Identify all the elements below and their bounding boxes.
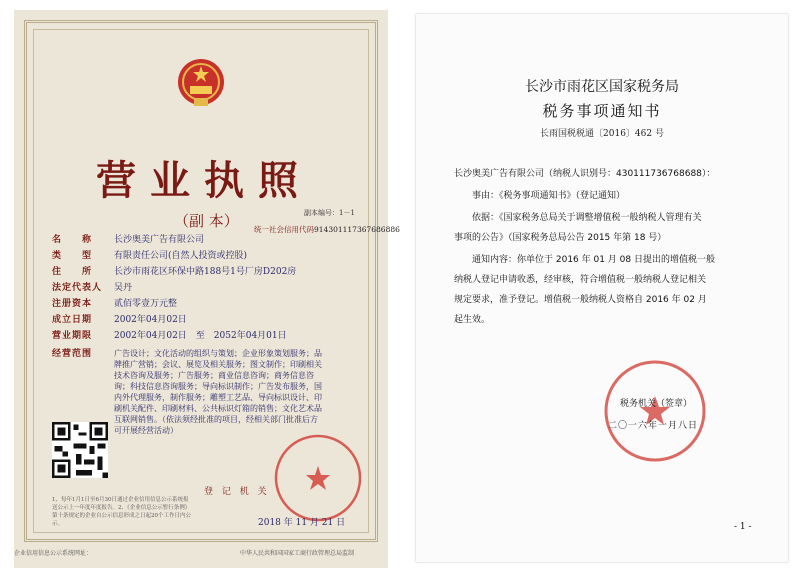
- field-value: 长沙奥美广告有限公司: [114, 235, 205, 245]
- footer-supervisor: 中华人民共和国国家工商行政管理总局监制: [240, 550, 355, 557]
- field-established: [52, 314, 187, 326]
- national-emblem-icon: [176, 56, 226, 110]
- tax-bureau-seal: [602, 358, 708, 464]
- field-capital: [52, 298, 177, 310]
- field-value: 2002年04月02日: [114, 315, 187, 325]
- notice-line: 依据：《国家税务总局关于调整增值税一般纳税人管理有关: [454, 213, 702, 223]
- field-label: 类 型: [52, 251, 93, 261]
- notice-line: 起生效。: [454, 315, 491, 325]
- field-label: 住 所: [52, 267, 93, 277]
- field-name: [52, 234, 204, 246]
- license-notes: 1、每年1月1日至6月30日通过企业信用信息公示系统报送公示上一年度年度报告。2、《企业信息公示暂行条例》第十条规定的企业自公示信息形成之日起20个工作日内公示。: [52, 497, 192, 527]
- credit-code-label: 统一社会信用代码: [254, 225, 314, 234]
- field-scope: [52, 348, 114, 360]
- issuing-authority: 登 记 机 关: [204, 487, 270, 497]
- registration-seal: [272, 432, 364, 524]
- field-legal-rep: [52, 282, 132, 294]
- field-label: 成立日期: [52, 315, 93, 325]
- notice-doc-number: 长雨国税税通〔2016〕462 号: [540, 129, 664, 139]
- field-address: [52, 266, 296, 278]
- copy-mark: （副 本）: [174, 212, 239, 230]
- field-value: 长沙市雨花区环保中路188号1号厂房D202房: [114, 267, 297, 277]
- footer-website-label: 企业信用信息公示系统网址：: [14, 550, 93, 557]
- qr-code-icon: [52, 422, 108, 478]
- notice-line: 规定要求，准予登记。增值税一般纳税人资格自 2016 年 02 月: [454, 295, 707, 305]
- notice-line: 事项的公告》（国家税务总局公告 2015 年第 18 号）: [454, 233, 667, 243]
- tax-notice: [416, 14, 788, 562]
- field-type: [52, 250, 247, 262]
- field-value: 2002年04月02日 至 2052年04月01日: [114, 331, 287, 341]
- page-number: - 1 -: [734, 522, 752, 532]
- field-label: 名 称: [52, 235, 93, 245]
- field-value: 贰佰零壹万元整: [114, 299, 178, 309]
- business-license: [14, 10, 400, 568]
- field-value: 吴丹: [114, 283, 133, 293]
- credit-code-value: 9143011173676868​86: [314, 225, 400, 234]
- field-term: [52, 330, 287, 342]
- copy-serial: 副本编号：1－1: [304, 209, 355, 217]
- field-label: 经营范围: [52, 349, 93, 359]
- field-label: 注册资本: [52, 299, 93, 309]
- notice-line: 长沙奥美广告有限公司（纳税人识别号：430111736768688）：: [454, 169, 716, 179]
- license-title: 营业执照: [96, 157, 312, 204]
- notice-signature: 税务机关（签章）: [620, 399, 693, 409]
- notice-title: 税务事项通知书: [542, 102, 662, 120]
- field-value: 有限责任公司(自然人投资或控股): [114, 251, 248, 261]
- field-label: 法定代表人: [52, 283, 103, 293]
- credit-code: [254, 224, 400, 235]
- issue-date: 2018 年 11 月 21 日: [258, 518, 346, 528]
- notice-line: 纳税人登记申请收悉，经审核，符合增值税一般纳税人登记相关: [454, 275, 707, 285]
- field-label: 营业期限: [52, 331, 93, 341]
- business-scope-text: 广告设计；文化活动的组织与策划；企业形象策划服务；品牌推广营销；会议、展览及相关服务；图文制作；印刷相关技术咨询及服务；广告服务；商业信息咨询；商务信息咨询；科技信息咨询服务；导向标识制作；广告发布服务，国内外代理服务，制作服务；雕塑工艺品、导向标识设计、印刷机关配件、印刷材料、公共标识灯箱的销售；文化艺术品互联网销售。（依法须经批准的项目，经相关部门批准后方可开展经营活动）: [114, 349, 322, 435]
- notice-authority: 长沙市雨花区国家税务局: [525, 79, 679, 95]
- notice-line: 事由：《税务事项通知书》（登记通知）: [454, 191, 626, 201]
- notice-line: 通知内容：你单位于 2016 年 01 月 08 日提出的增值税一般: [454, 255, 715, 265]
- notice-date: 二〇一六年一月八日: [608, 421, 699, 431]
